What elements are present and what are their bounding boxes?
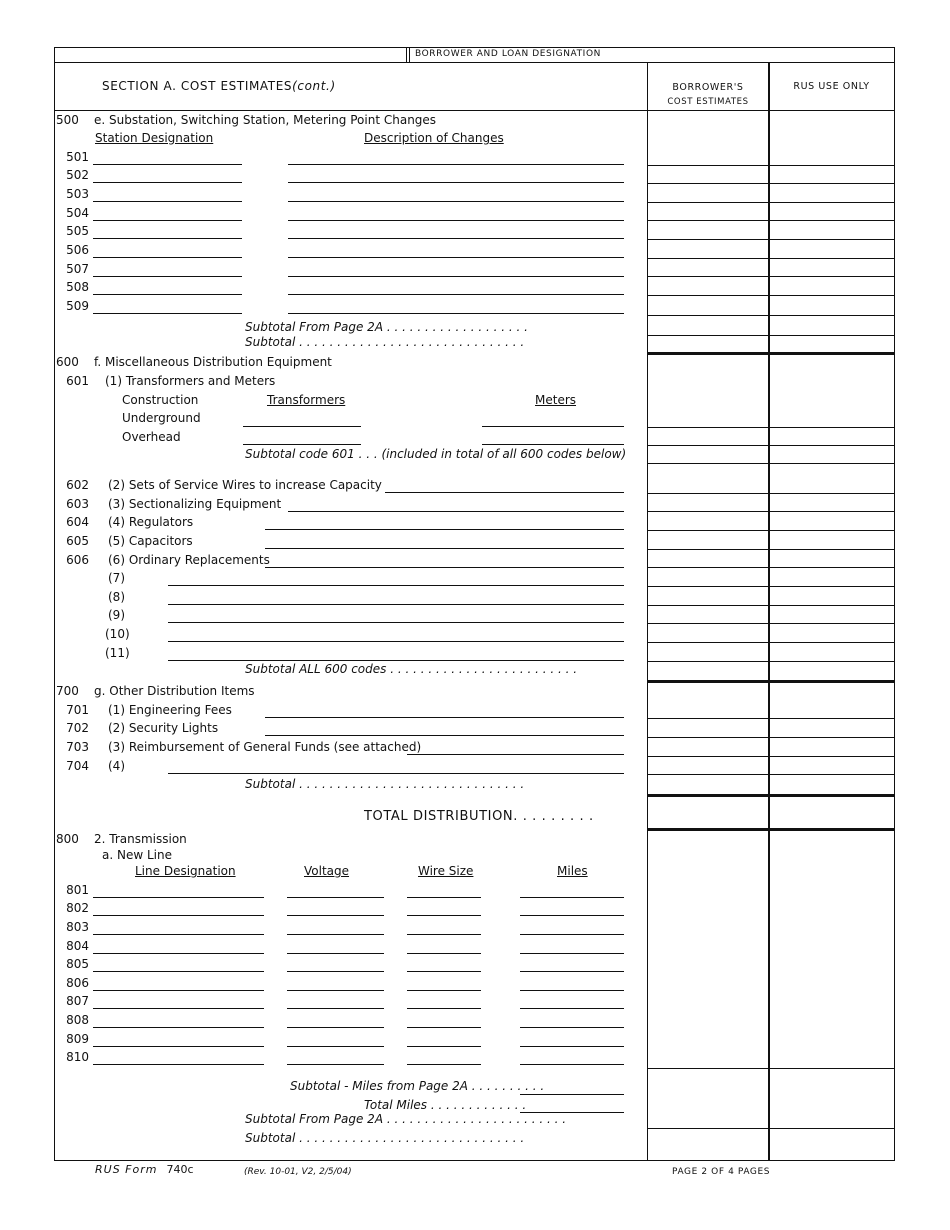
amount-cell-rule	[648, 493, 894, 494]
item-label: (9)	[108, 608, 125, 622]
station-designation-field[interactable]	[93, 294, 242, 295]
row-code: 509	[66, 299, 89, 313]
amount-cell-rule	[648, 183, 894, 184]
row-code: 605	[66, 534, 89, 548]
row-code: 603	[66, 497, 89, 511]
item-entry-field[interactable]	[288, 511, 624, 512]
code-800: 800	[56, 832, 79, 846]
item-label: (2) Sets of Service Wires to increase Capacity	[108, 478, 382, 492]
form-label: RUS Form 740c	[95, 1163, 194, 1176]
line-designation-field[interactable]	[93, 897, 264, 898]
new-line-label: a. New Line	[102, 848, 172, 862]
item-label: (1) Engineering Fees	[108, 703, 232, 717]
item-entry-field[interactable]	[168, 585, 624, 586]
line-designation-field[interactable]	[93, 971, 264, 972]
wire-size-field[interactable]	[407, 934, 481, 935]
amount-cell-rule	[648, 258, 894, 259]
miles-field[interactable]	[520, 1027, 624, 1028]
description-field[interactable]	[288, 220, 624, 221]
miles-field[interactable]	[520, 953, 624, 954]
amount-cell-rule	[648, 756, 894, 757]
station-designation-field[interactable]	[93, 313, 242, 314]
amount-cell-rule	[648, 605, 894, 606]
description-field[interactable]	[288, 276, 624, 277]
miles-field[interactable]	[520, 971, 624, 972]
section-title: SECTION A. COST ESTIMATES(cont.)	[102, 79, 336, 93]
amount-cell-rule	[648, 239, 894, 240]
voltage-field[interactable]	[287, 1008, 384, 1009]
col-rus-header: RUS USE ONLY	[793, 81, 870, 92]
meters-overhead-line	[482, 444, 624, 445]
voltage-field[interactable]	[287, 1046, 384, 1047]
amount-section-rule	[648, 680, 894, 683]
miles-field[interactable]	[520, 990, 624, 991]
amount-cell-rule	[648, 427, 894, 428]
item-label: (3) Reimbursement of General Funds (see attached)	[108, 740, 422, 754]
line-designation-field[interactable]	[93, 990, 264, 991]
item-entry-field[interactable]	[168, 604, 624, 605]
miles-field[interactable]	[520, 1064, 624, 1065]
amount-cell-rule	[648, 276, 894, 277]
frame-right	[894, 47, 895, 1161]
construction-label: Construction	[122, 393, 199, 407]
row-code: 807	[66, 994, 89, 1008]
item-label: (5) Capacitors	[108, 534, 193, 548]
amount-cell-rule	[648, 549, 894, 550]
wire-size-field[interactable]	[407, 1046, 481, 1047]
description-field[interactable]	[288, 313, 624, 314]
row-code: 506	[66, 243, 89, 257]
wire-size-field[interactable]	[407, 971, 481, 972]
amount-cell-rule	[648, 315, 894, 316]
row-code: 805	[66, 957, 89, 971]
subtotal-800: Subtotal . . . . . . . . . . . . . . . . . . . . . . . . . . . . . .	[245, 1131, 525, 1145]
row-code: 701	[66, 703, 89, 717]
miles-field[interactable]	[520, 897, 624, 898]
subtotal-500: Subtotal . . . . . . . . . . . . . . . . . . . . . . . . . . . . . .	[245, 335, 525, 349]
wire-size-field[interactable]	[407, 990, 481, 991]
item-label: (6) Ordinary Replacements	[108, 553, 270, 567]
line-designation-field[interactable]	[93, 1046, 264, 1047]
miles-field[interactable]	[520, 1008, 624, 1009]
row-code: 503	[66, 187, 89, 201]
item-entry-field[interactable]	[265, 548, 624, 549]
col-line-designation: Line Designation	[135, 864, 236, 878]
amount-cell-rule	[648, 1128, 894, 1129]
description-field[interactable]	[288, 294, 624, 295]
subtotal-700: Subtotal . . . . . . . . . . . . . . . . . . . . . . . . . . . . . .	[245, 777, 525, 791]
amount-section-rule	[648, 794, 894, 797]
item-label: (2) Security Lights	[108, 721, 219, 735]
item-label: (8)	[108, 590, 125, 604]
wire-size-field[interactable]	[407, 1064, 481, 1065]
meters-underground-line	[482, 426, 624, 427]
item-label: (11)	[105, 646, 130, 660]
line-designation-field[interactable]	[93, 934, 264, 935]
amount-cell-rule	[648, 530, 894, 531]
row-code: 501	[66, 150, 89, 164]
row-code: 604	[66, 515, 89, 529]
voltage-field[interactable]	[287, 934, 384, 935]
description-field[interactable]	[288, 164, 624, 165]
row-code: 704	[66, 759, 89, 773]
section-500-title: e. Substation, Switching Station, Metering Point Changes	[94, 113, 437, 127]
item-label: (10)	[105, 627, 130, 641]
wire-size-field[interactable]	[407, 1027, 481, 1028]
wire-size-field[interactable]	[407, 915, 481, 916]
station-designation-field[interactable]	[93, 220, 242, 221]
transformers-overhead-line	[243, 444, 361, 445]
col-borrower-header: BORROWER'S COST ESTIMATES	[667, 82, 749, 107]
wire-size-field[interactable]	[407, 953, 481, 954]
item-entry-field[interactable]	[168, 622, 624, 623]
amount-cell-rule	[648, 623, 894, 624]
designation-divider-1	[406, 47, 407, 62]
code-601: 601	[66, 374, 89, 388]
row-code: 809	[66, 1032, 89, 1046]
description-field[interactable]	[288, 182, 624, 183]
row-code: 606	[66, 553, 89, 567]
row-code: 505	[66, 224, 89, 238]
row-code: 804	[66, 939, 89, 953]
item-label: (4)	[108, 759, 125, 773]
amount-cell-rule	[648, 1068, 894, 1069]
row-code: 508	[66, 280, 89, 294]
item-label: (4) Regulators	[108, 515, 194, 529]
amount-cell-rule	[648, 335, 894, 336]
row-code: 602	[66, 478, 89, 492]
amount-cell-rule	[648, 586, 894, 587]
voltage-field[interactable]	[287, 1027, 384, 1028]
amount-cell-rule	[648, 463, 894, 464]
borrower-designation-label: BORROWER AND LOAN DESIGNATION	[415, 49, 601, 59]
subtotal-all-600: Subtotal ALL 600 codes . . . . . . . . . . . . . . . . . . . . . . . . .	[245, 662, 578, 676]
item-entry-field[interactable]	[265, 717, 624, 718]
wire-size-field[interactable]	[407, 1008, 481, 1009]
row-code: 502	[66, 168, 89, 182]
description-field[interactable]	[288, 201, 624, 202]
row-code: 810	[66, 1050, 89, 1064]
amount-cell-rule	[648, 642, 894, 643]
voltage-field[interactable]	[287, 897, 384, 898]
amount-cell-rule	[648, 718, 894, 719]
section-700-title: g. Other Distribution Items	[94, 684, 255, 698]
description-field[interactable]	[288, 257, 624, 258]
subtotal-from-2a-500: Subtotal From Page 2A . . . . . . . . . . . . . . . . . . .	[245, 320, 528, 334]
code-500: 500	[56, 113, 79, 127]
page-number: PAGE 2 OF 4 PAGES	[672, 1167, 771, 1177]
miles-field[interactable]	[520, 1046, 624, 1047]
row-code: 802	[66, 901, 89, 915]
row-code: 808	[66, 1013, 89, 1027]
item-entry-field[interactable]	[168, 773, 624, 774]
wire-size-field[interactable]	[407, 897, 481, 898]
amount-cell-rule	[648, 661, 894, 662]
line-designation-field[interactable]	[93, 1008, 264, 1009]
item-601-label: (1) Transformers and Meters	[105, 374, 276, 388]
subtotal-from-2a-800: Subtotal From Page 2A . . . . . . . . . . . . . . . . . . . . . . . .	[245, 1112, 567, 1126]
amount-cell-rule	[648, 220, 894, 221]
amount-cell-rule	[648, 511, 894, 512]
station-designation-field[interactable]	[93, 201, 242, 202]
item-entry-field[interactable]	[265, 529, 624, 530]
underground-label: Underground	[122, 411, 201, 425]
col-voltage: Voltage	[304, 864, 350, 878]
item-entry-field[interactable]	[265, 567, 624, 568]
col-wire-size: Wire Size	[418, 864, 474, 878]
amount-cell-rule	[648, 165, 894, 166]
station-designation-field[interactable]	[93, 276, 242, 277]
section-800-title: 2. Transmission	[94, 832, 187, 846]
voltage-field[interactable]	[287, 990, 384, 991]
station-designation-field[interactable]	[93, 164, 242, 165]
item-label: (3) Sectionalizing Equipment	[108, 497, 282, 511]
voltage-field[interactable]	[287, 953, 384, 954]
row-code: 803	[66, 920, 89, 934]
revision-label: (Rev. 10-01, V2, 2/5/04)	[244, 1167, 352, 1177]
row-code: 504	[66, 206, 89, 220]
voltage-field[interactable]	[287, 971, 384, 972]
row-code: 507	[66, 262, 89, 276]
item-entry-field[interactable]	[385, 492, 624, 493]
row-code: 703	[66, 740, 89, 754]
amount-cell-rule	[648, 445, 894, 446]
col-divider-mid	[768, 62, 770, 1161]
row-code: 801	[66, 883, 89, 897]
col-miles: Miles	[557, 864, 588, 878]
item-label: (7)	[108, 571, 125, 585]
amount-cell-rule	[648, 202, 894, 203]
transformers-label: Transformers	[267, 393, 346, 407]
voltage-field[interactable]	[287, 915, 384, 916]
total-distribution: TOTAL DISTRIBUTION. . . . . . . . .	[364, 809, 594, 824]
amount-cell-rule	[648, 737, 894, 738]
subtotal-601: Subtotal code 601 . . . (included in total of all 600 codes below)	[245, 447, 627, 461]
amount-cell-rule	[648, 295, 894, 296]
code-700: 700	[56, 684, 79, 698]
description-field[interactable]	[288, 238, 624, 239]
row-code: 806	[66, 976, 89, 990]
item-entry-field[interactable]	[168, 641, 624, 642]
item-entry-field[interactable]	[168, 660, 624, 661]
meters-label: Meters	[535, 393, 577, 407]
line-designation-field[interactable]	[93, 1027, 264, 1028]
station-designation-field[interactable]	[93, 182, 242, 183]
row-code: 702	[66, 721, 89, 735]
col-divider-left	[647, 62, 648, 1161]
miles-field[interactable]	[520, 934, 624, 935]
designation-divider-2	[409, 47, 410, 62]
amount-section-rule	[648, 352, 894, 355]
overhead-label: Overhead	[122, 430, 181, 444]
amount-cell-rule	[648, 774, 894, 775]
item-entry-field[interactable]	[407, 754, 624, 755]
item-entry-field[interactable]	[265, 735, 624, 736]
line-designation-field[interactable]	[93, 1064, 264, 1065]
station-designation-field[interactable]	[93, 238, 242, 239]
subtotal-miles-2a: Subtotal - Miles from Page 2A . . . . . . . . . .	[290, 1079, 545, 1093]
miles-field[interactable]	[520, 915, 624, 916]
voltage-field[interactable]	[287, 1064, 384, 1065]
total-miles: Total Miles . . . . . . . . . . . . .	[364, 1098, 527, 1112]
subtotal-miles-line	[520, 1094, 624, 1095]
col-description-changes: Description of Changes	[364, 131, 504, 145]
section-600-title: f. Miscellaneous Distribution Equipment	[94, 355, 332, 369]
line-designation-field[interactable]	[93, 953, 264, 954]
amount-cell-rule	[648, 567, 894, 568]
line-designation-field[interactable]	[93, 915, 264, 916]
code-600: 600	[56, 355, 79, 369]
col-station-designation: Station Designation	[95, 131, 214, 145]
transformers-underground-line	[243, 426, 361, 427]
amount-section-rule	[648, 828, 894, 831]
station-designation-field[interactable]	[93, 257, 242, 258]
